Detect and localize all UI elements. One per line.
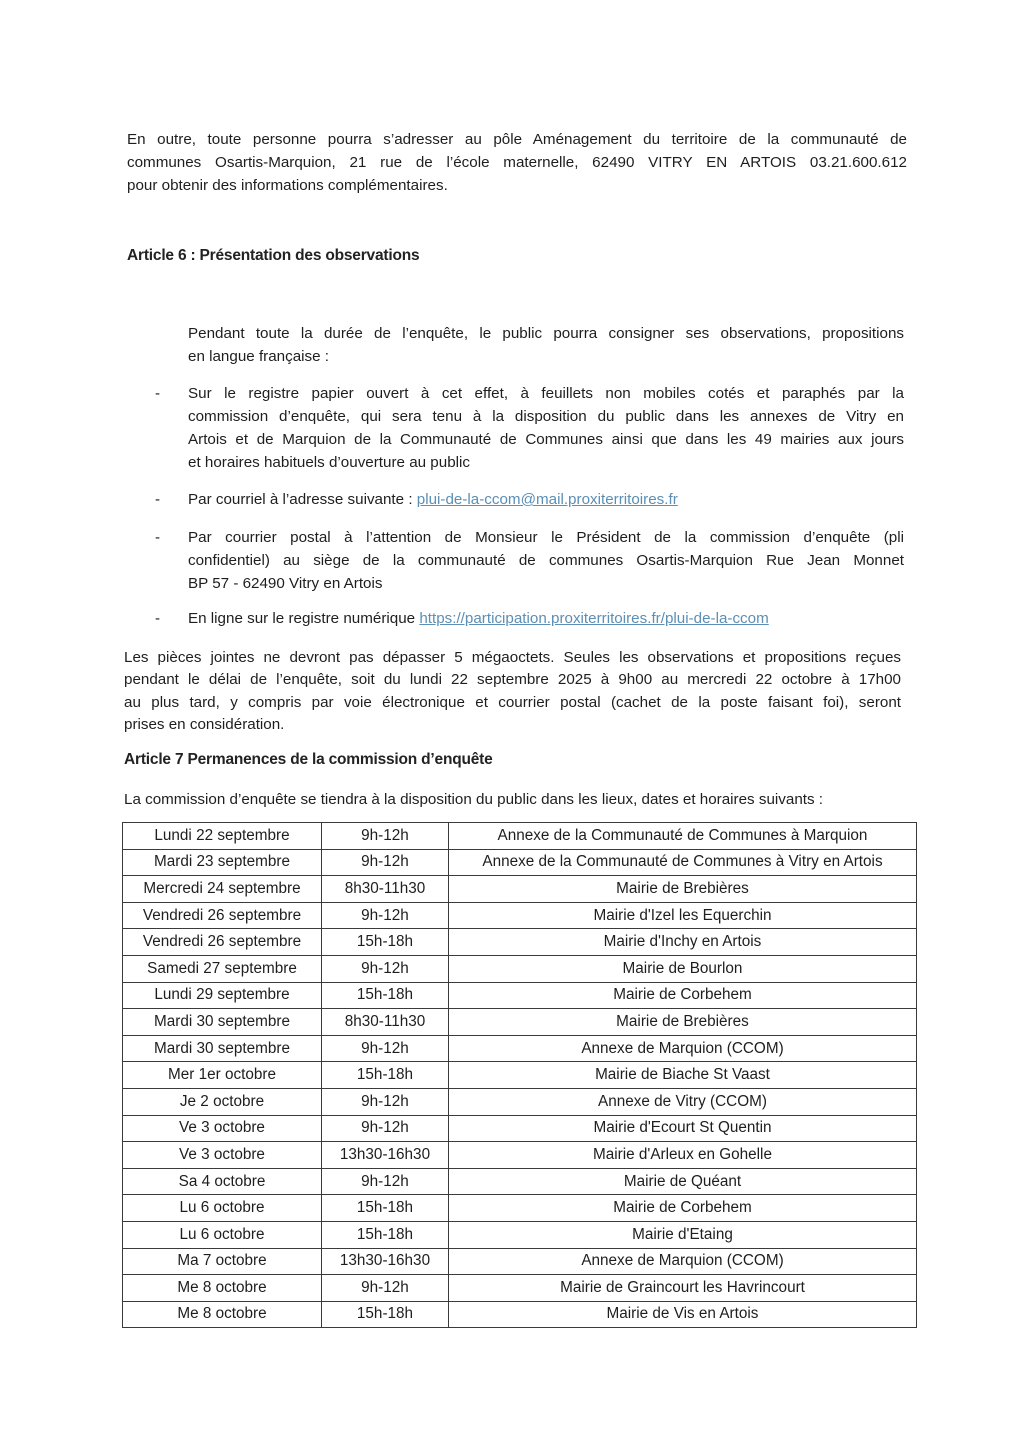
- table-row: [123, 1142, 917, 1169]
- article-7-intro: La commission d’enquête se tiendra à la disposition du public dans les lieux, dates et horaires suivants :: [124, 791, 824, 808]
- attachments-line-1: Les pièces jointes ne devront pas dépasser 5 mégaoctets. Seules les observations et propositions reçues: [124, 649, 901, 666]
- article-7-title: Article 7 Permanences de la commission d’enquête: [124, 751, 493, 768]
- place-cell: Mairie de Quéant: [449, 1168, 917, 1195]
- bullet-1-line-4: et horaires habituels d’ouverture au public: [188, 454, 470, 471]
- hours-cell: 13h30-16h30: [322, 1142, 449, 1169]
- bullet-1-line-3: Artois et de Marquion de la Communauté de Communes ainsi que dans les 49 mairies aux jours: [188, 431, 904, 448]
- bullet-dash: -: [155, 529, 161, 546]
- place-cell: Mairie d'Etaing: [449, 1221, 917, 1248]
- place-cell: Mairie de Vis en Artois: [449, 1301, 917, 1328]
- place-cell: Annexe de Marquion (CCOM): [449, 1248, 917, 1275]
- hours-cell: 15h-18h: [322, 1062, 449, 1089]
- date-cell: Ve 3 octobre: [123, 1115, 322, 1142]
- table-row: [123, 1301, 917, 1328]
- intro-line-1: En outre, toute personne pourra s’adresser au pôle Aménagement du territoire de la communauté de: [127, 131, 907, 148]
- hours-cell: 9h-12h: [322, 849, 449, 876]
- date-cell: Mardi 30 septembre: [123, 1009, 322, 1036]
- attachments-line-4: prises en considération.: [124, 716, 285, 733]
- hours-cell: 9h-12h: [322, 1088, 449, 1115]
- bullet-dash: -: [155, 610, 161, 627]
- date-cell: Lu 6 octobre: [123, 1221, 322, 1248]
- hours-cell: 13h30-16h30: [322, 1248, 449, 1275]
- email-link[interactable]: plui-de-la-ccom@mail.proxiterritoires.fr: [416, 491, 678, 508]
- place-cell: Mairie de Corbehem: [449, 982, 917, 1009]
- hours-cell: 9h-12h: [322, 902, 449, 929]
- place-cell: Mairie de Corbehem: [449, 1195, 917, 1222]
- hours-cell: 9h-12h: [322, 1168, 449, 1195]
- article-6-intro-line-2: en langue française :: [188, 348, 330, 365]
- table-row: [123, 876, 917, 903]
- bullet-dash: -: [155, 385, 161, 402]
- table-row: [123, 1221, 917, 1248]
- place-cell: Mairie d'Arleux en Gohelle: [449, 1142, 917, 1169]
- attachments-line-2: pendant le délai de l’enquête, soit du lundi 22 septembre 2025 à 9h00 au mercredi 22 octobre à 17h00: [124, 671, 901, 688]
- date-cell: Samedi 27 septembre: [123, 955, 322, 982]
- place-cell: Annexe de Vitry (CCOM): [449, 1088, 917, 1115]
- hours-cell: 15h-18h: [322, 1195, 449, 1222]
- date-cell: Lundi 29 septembre: [123, 982, 322, 1009]
- place-cell: Mairie d'Izel les Equerchin: [449, 902, 917, 929]
- bullet-3-line-3: BP 57 - 62490 Vitry en Artois: [188, 575, 383, 592]
- hours-cell: 9h-12h: [322, 1035, 449, 1062]
- bullet-2-text: [188, 489, 678, 512]
- email-label: Par courriel à l’adresse suivante :: [188, 491, 417, 508]
- place-cell: Mairie d'Inchy en Artois: [449, 929, 917, 956]
- bullet-3-line-2: confidentiel) au siège de la communauté de communes Osartis-Marquion Rue Jean Monnet: [188, 552, 904, 569]
- date-cell: Vendredi 26 septembre: [123, 929, 322, 956]
- bullet-4-text: [188, 608, 769, 631]
- hours-cell: 9h-12h: [322, 823, 449, 850]
- date-cell: Ma 7 octobre: [123, 1248, 322, 1275]
- table-row: [123, 1275, 917, 1302]
- table-row: [123, 955, 917, 982]
- date-cell: Je 2 octobre: [123, 1088, 322, 1115]
- date-cell: Me 8 octobre: [123, 1301, 322, 1328]
- table-row: [123, 1195, 917, 1222]
- table-row: [123, 1248, 917, 1275]
- hours-cell: 15h-18h: [322, 1301, 449, 1328]
- place-cell: Mairie de Bourlon: [449, 955, 917, 982]
- date-cell: Me 8 octobre: [123, 1275, 322, 1302]
- place-cell: Mairie de Graincourt les Havrincourt: [449, 1275, 917, 1302]
- date-cell: Vendredi 26 septembre: [123, 902, 322, 929]
- place-cell: Mairie d'Ecourt St Quentin: [449, 1115, 917, 1142]
- date-cell: Ve 3 octobre: [123, 1142, 322, 1169]
- bullet-1-line-1: Sur le registre papier ouvert à cet effet, à feuillets non mobiles cotés et paraphés par la: [188, 385, 904, 402]
- table-row: [123, 902, 917, 929]
- article-6-title: Article 6 : Présentation des observations: [127, 247, 420, 264]
- table-row: [123, 1009, 917, 1036]
- table-row: [123, 823, 917, 850]
- date-cell: Mardi 30 septembre: [123, 1035, 322, 1062]
- table-row: [123, 1035, 917, 1062]
- table-row: [123, 982, 917, 1009]
- hours-cell: 8h30-11h30: [322, 876, 449, 903]
- hours-cell: 9h-12h: [322, 1275, 449, 1302]
- intro-line-2: communes Osartis-Marquion, 21 rue de l’école maternelle, 62490 VITRY EN ARTOIS 03.21.600.612: [127, 154, 907, 171]
- attachments-line-3: au plus tard, y compris par voie électronique et courrier postal (cachet de la poste faisant foi), seront: [124, 694, 901, 711]
- hours-cell: 15h-18h: [322, 982, 449, 1009]
- table-row: [123, 929, 917, 956]
- date-cell: Mercredi 24 septembre: [123, 876, 322, 903]
- place-cell: Annexe de la Communauté de Communes à Vitry en Artois: [449, 849, 917, 876]
- bullet-3-line-1: Par courrier postal à l’attention de Monsieur le Président de la commission d’enquête (pli: [188, 529, 904, 546]
- date-cell: Mer 1er octobre: [123, 1062, 322, 1089]
- place-cell: Mairie de Biache St Vaast: [449, 1062, 917, 1089]
- table-row: [123, 1168, 917, 1195]
- table-row: [123, 849, 917, 876]
- schedule-table: [122, 822, 917, 1328]
- place-cell: Mairie de Brebières: [449, 1009, 917, 1036]
- place-cell: Annexe de la Communauté de Communes à Marquion: [449, 823, 917, 850]
- bullet-1-line-2: commission d’enquête, qui sera tenu à la disposition du public dans les annexes de Vitry en: [188, 408, 904, 425]
- place-cell: Mairie de Brebières: [449, 876, 917, 903]
- hours-cell: 9h-12h: [322, 1115, 449, 1142]
- intro-line-3: pour obtenir des informations complémentaires.: [127, 177, 448, 194]
- article-6-intro-line-1: Pendant toute la durée de l’enquête, le public pourra consigner ses observations, propositions: [188, 325, 904, 342]
- date-cell: Sa 4 octobre: [123, 1168, 322, 1195]
- bullet-dash: -: [155, 491, 161, 508]
- table-row: [123, 1088, 917, 1115]
- date-cell: Mardi 23 septembre: [123, 849, 322, 876]
- online-register-link[interactable]: https://participation.proxiterritoires.fr/plui-de-la-ccom: [419, 610, 769, 627]
- hours-cell: 8h30-11h30: [322, 1009, 449, 1036]
- hours-cell: 15h-18h: [322, 1221, 449, 1248]
- hours-cell: 15h-18h: [322, 929, 449, 956]
- date-cell: Lu 6 octobre: [123, 1195, 322, 1222]
- place-cell: Annexe de Marquion (CCOM): [449, 1035, 917, 1062]
- hours-cell: 9h-12h: [322, 955, 449, 982]
- online-register-label: En ligne sur le registre numérique: [188, 610, 420, 627]
- table-row: [123, 1062, 917, 1089]
- date-cell: Lundi 22 septembre: [123, 823, 322, 850]
- table-row: [123, 1115, 917, 1142]
